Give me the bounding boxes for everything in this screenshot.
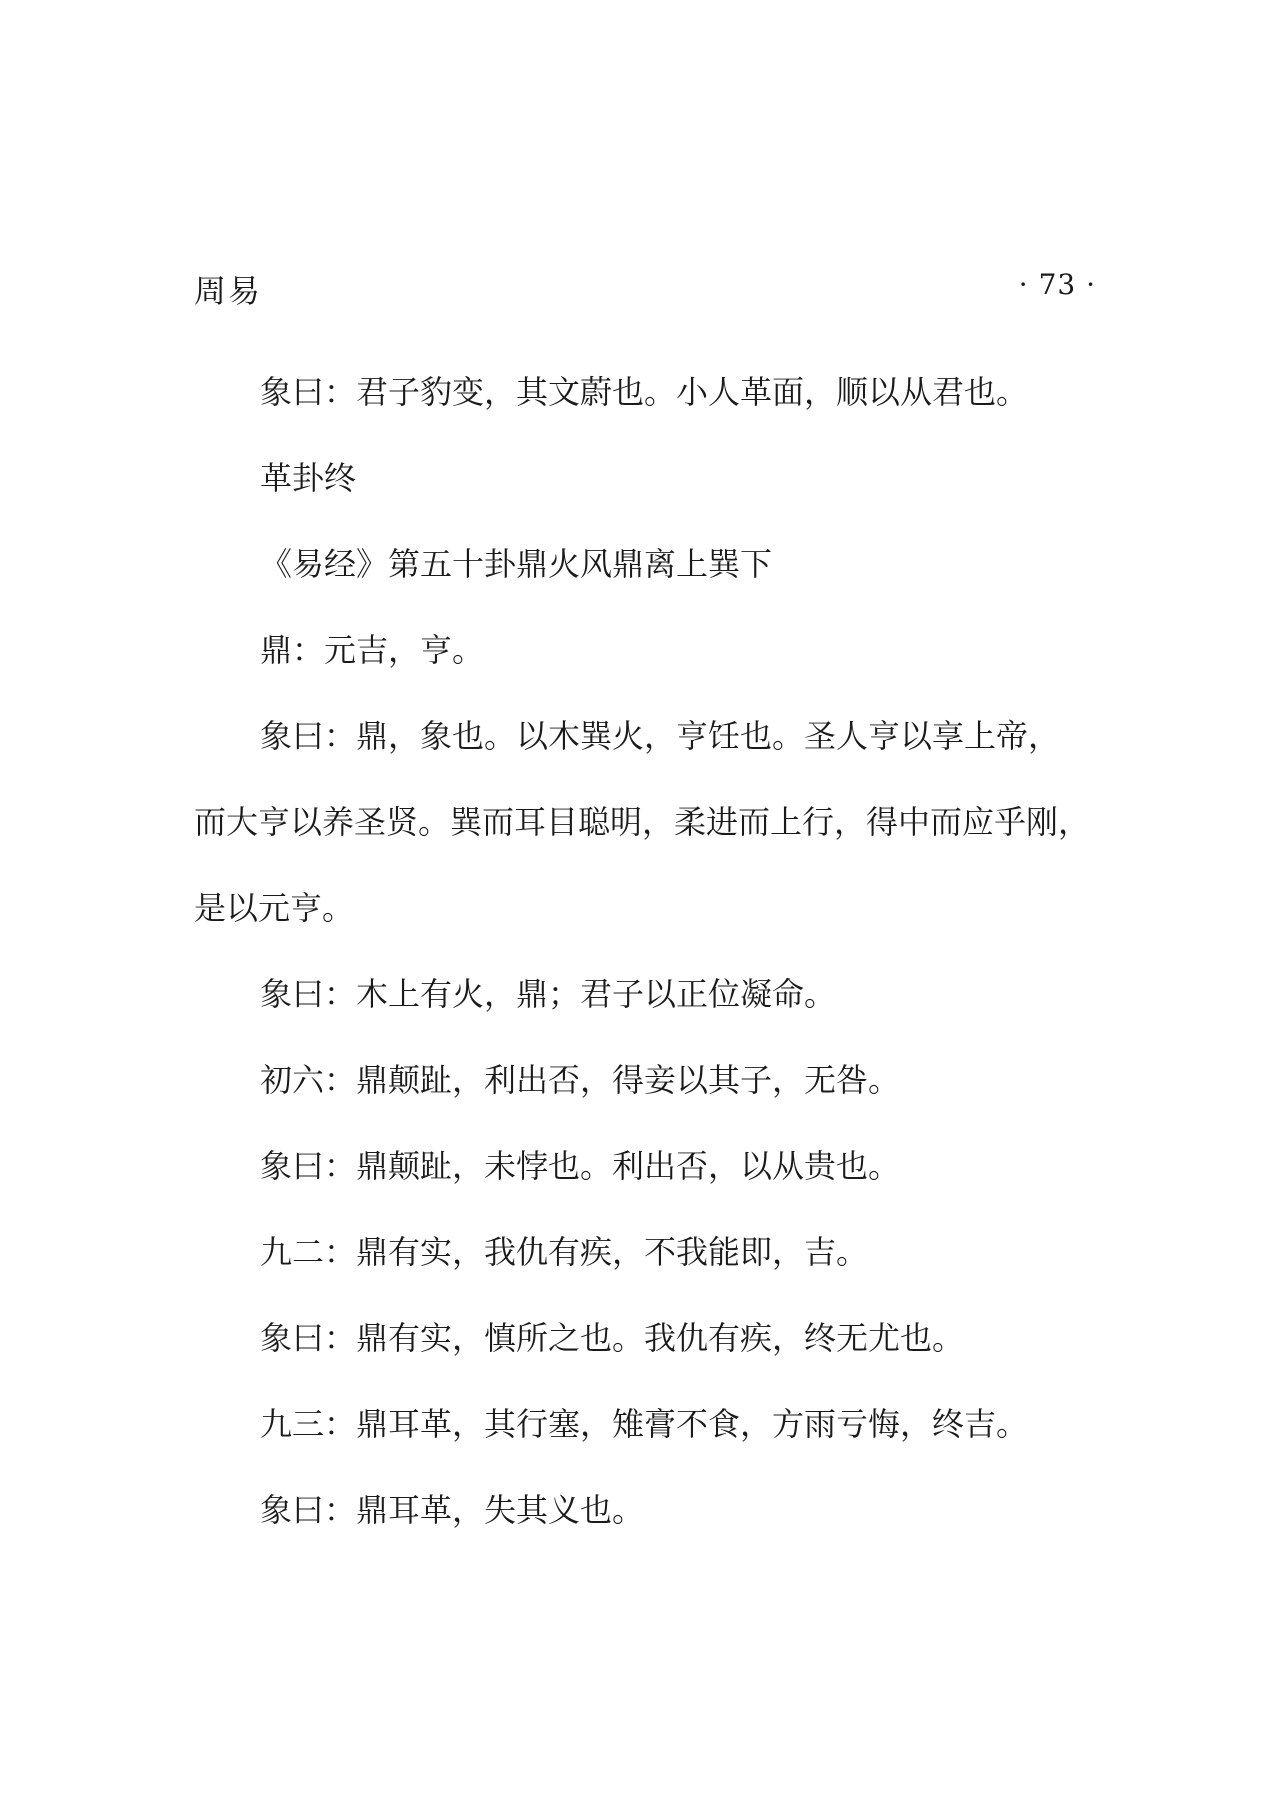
- paragraph: 鼎：元吉，亨。: [260, 631, 485, 669]
- paragraph: 初六：鼎颠趾，利出否，得妾以其子，无咎。: [260, 1061, 901, 1099]
- paragraph: 象曰：鼎有实，慎所之也。我仇有疾，终无尤也。: [260, 1319, 965, 1357]
- section-end-label: 革卦终: [260, 459, 357, 497]
- paragraph: 象曰：鼎，象也。以木巽火，亨饪也。圣人亨以享上帝，: [260, 717, 1061, 755]
- running-title: 周易: [194, 272, 263, 310]
- paragraph: 象曰：木上有火，鼎；君子以正位凝命。: [260, 975, 837, 1013]
- paragraph: 象曰：君子豹变，其文蔚也。小人革面，顺以从君也。: [260, 373, 1029, 411]
- paragraph-continuation: 是以元亨。: [194, 889, 355, 927]
- chapter-heading: 《易经》第五十卦鼎火风鼎离上巽下: [260, 545, 773, 583]
- page-body: [194, 349, 1098, 1553]
- paragraph: 九二：鼎有实，我仇有疾，不我能即，吉。: [260, 1233, 869, 1271]
- page-number: · 73 ·: [1018, 268, 1096, 301]
- paragraph: 九三：鼎耳革，其行塞，雉膏不食，方雨亏悔，终吉。: [260, 1405, 1029, 1443]
- paragraph: 象曰：鼎耳革，失其义也。: [260, 1491, 645, 1529]
- paragraph-continuation: 而大亨以养圣贤。巽而耳目聪明，柔进而上行，得中而应乎刚，: [194, 803, 1091, 841]
- page-header: [194, 266, 1096, 314]
- paragraph: 象曰：鼎颠趾，未悖也。利出否，以从贵也。: [260, 1147, 901, 1185]
